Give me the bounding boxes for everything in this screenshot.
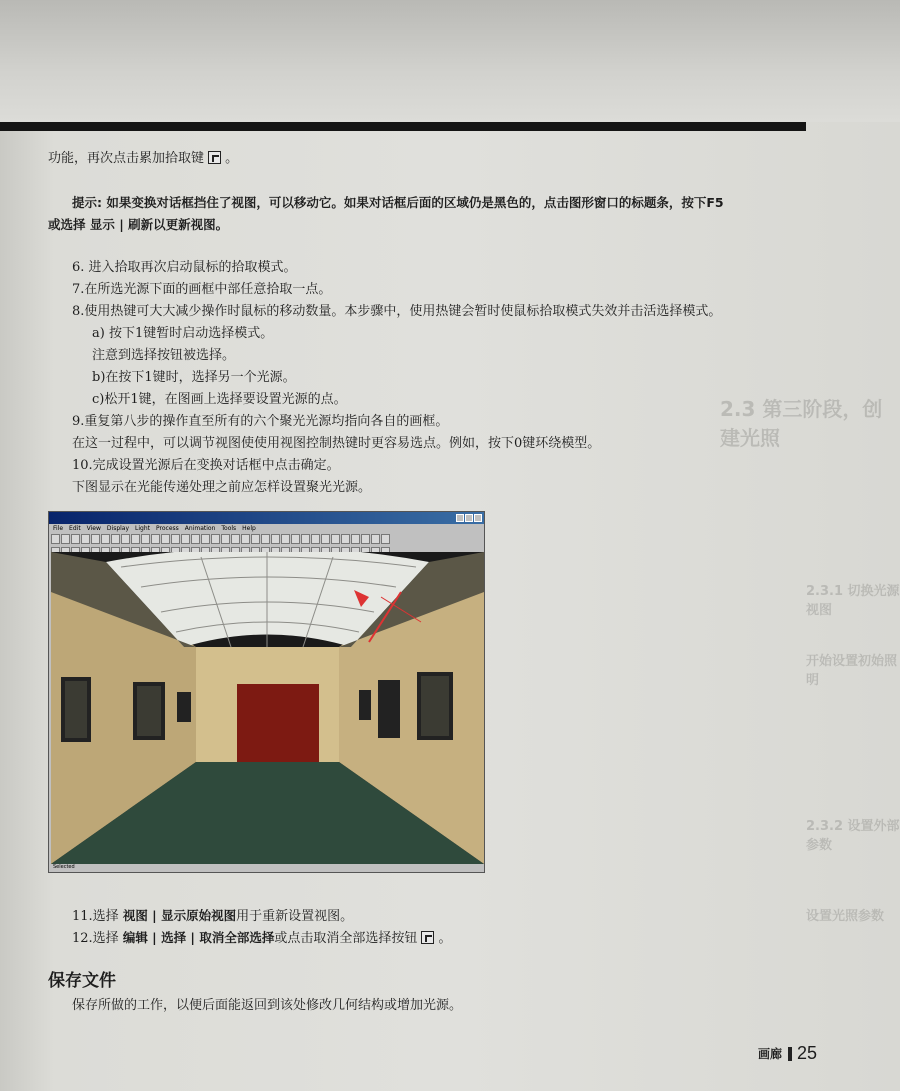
bleed-heading: 2.3.2 设置外部参数 xyxy=(806,819,900,853)
step-text xyxy=(72,907,353,925)
section-body: 保存所做的工作，以便后面能返回到该处修改几何结构或增加光源。 xyxy=(72,998,463,1013)
step-text: 12.选择 编辑 | 选择 | 取消全部选择或点击取消全部选择按钮 。 xyxy=(72,930,452,946)
figure-toolbar xyxy=(49,533,484,546)
section-heading: 保存文件 xyxy=(48,971,116,991)
bleed-heading: 开始设置初始照明 xyxy=(806,654,898,688)
step-text: 7.在所选光源下面的画框中部任意拾取一点。 xyxy=(72,282,332,297)
step-text: 9.重复第八步的操作直至所有的六个聚光光源均指向各自的画框。 xyxy=(72,414,449,429)
figure-status-bar: Selected xyxy=(53,864,75,870)
step-text: 下图显示在光能传递处理之前应怎样设置聚光光源。 xyxy=(72,480,372,495)
figure-title-bar xyxy=(49,512,484,524)
step-prefix: 12.选择 xyxy=(72,931,123,946)
deselect-all-icon xyxy=(421,931,434,944)
additive-pick-icon xyxy=(208,151,221,164)
bleed-heading: 2.3.1 切换光源视图 xyxy=(806,584,900,618)
step-text: 8.使用热键可大大减少操作时鼠标的移动数量。本步骤中，使用热键会暂时使鼠标拾取模式失效并击活选择模式。 xyxy=(72,304,722,319)
bleed-heading: 设置光照参数 xyxy=(806,909,885,924)
footer-divider xyxy=(788,1047,792,1061)
menu-path: 视图 | 显示原始视图 xyxy=(122,908,237,923)
tip-line-1: 提示: 如果变换对话框挡住了视图，可以移动它。如果对话框后面的区域仍是黑色的，点击图形窗口的标题条，按下F5 xyxy=(72,195,724,210)
tip-line-2: 或选择 显示 | 刷新以更新视图。 xyxy=(48,217,229,232)
step-text: a) 按下1键暂时启动选择模式。 xyxy=(92,326,274,341)
step-suffix: 或点击取消全部选择按钮 xyxy=(274,931,418,946)
menu-path: 编辑 | 选择 | 取消全部选择 xyxy=(122,930,275,945)
continuation-text: 功能，再次点击累加拾取键 xyxy=(48,151,205,166)
step-text: 10.完成设置光源后在变换对话框中点击确定。 xyxy=(72,458,340,473)
step-text: b)在按下1键时，选择另一个光源。 xyxy=(92,370,296,385)
step-text: c)松开1键，在图画上选择要设置光源的点。 xyxy=(92,392,347,407)
step-suffix: 用于重新设置视图。 xyxy=(236,909,354,924)
step-text: 注意到选择按钮被选择。 xyxy=(92,348,236,363)
lightscape-screenshot-figure xyxy=(48,511,485,873)
figure-menu-bar: File Edit View Display Light Process Animation Tools Help xyxy=(53,525,256,532)
top-rule xyxy=(0,122,806,131)
page-number: 25 xyxy=(797,1043,818,1063)
gallery-viewport xyxy=(51,552,484,864)
page-top-shade xyxy=(0,0,900,122)
step-text: 6. 进入拾取再次启动鼠标的拾取模式。 xyxy=(72,260,297,275)
page-footer xyxy=(758,1043,817,1064)
step-text: 在这一过程中，可以调节视图使使用视图控制热键时更容易选点。例如，按下0键环绕模型。 xyxy=(72,436,601,451)
step-prefix: 11.选择 xyxy=(72,909,123,924)
footer-section-label: 画廊 xyxy=(758,1047,783,1061)
continuation-line: 功能，再次点击累加拾取键 。 xyxy=(48,151,239,166)
bleed-heading: 2.3 第三阶段，创建光照 xyxy=(720,397,883,450)
